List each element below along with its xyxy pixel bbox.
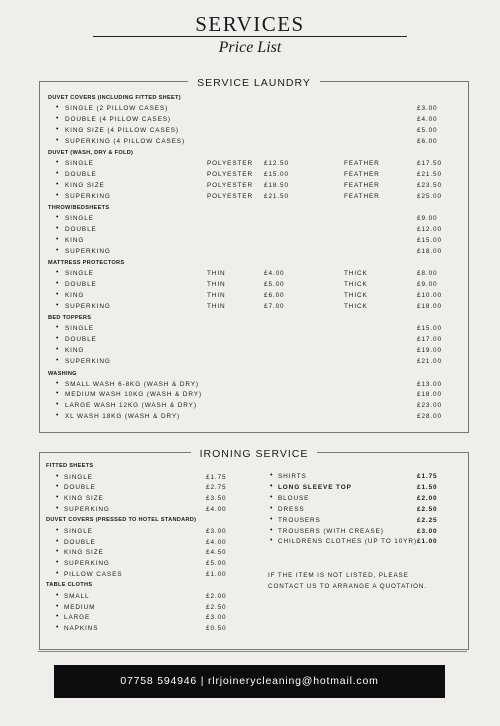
price-row (40, 484, 240, 495)
bullet-icon: • (56, 191, 60, 199)
bullet-icon: • (270, 526, 274, 534)
item-label: SMALL (64, 592, 90, 600)
bullet-icon: • (56, 125, 60, 133)
bullet-icon: • (56, 335, 60, 343)
item-label: SINGLE (65, 160, 94, 168)
item-price: £3.00 (417, 527, 438, 535)
price-row (40, 171, 468, 182)
item-price: £4.50 (206, 549, 227, 557)
bullet-icon: • (56, 472, 60, 480)
type-label: THICK (344, 270, 368, 278)
bullet-icon: • (56, 180, 60, 188)
item-label: DOUBLE (64, 484, 96, 492)
item-price: £8.00 (417, 270, 438, 278)
quotation-note: CONTACT US TO ARRANGE A QUOTATION. (268, 583, 428, 590)
price-row (40, 226, 468, 237)
item-price: £21.00 (417, 358, 442, 366)
item-label: DOUBLE (65, 171, 97, 178)
item-price: £9.00 (417, 281, 438, 289)
item-price: £4.00 (206, 506, 227, 514)
category-heading: DUVET COVERS (INCLUDING FITTED SHEET) (48, 95, 181, 101)
bullet-icon: • (56, 346, 60, 354)
price-row (40, 292, 468, 303)
bullet-icon: • (56, 548, 60, 556)
bullet-icon: • (270, 472, 274, 479)
item-price: £3.50 (206, 495, 227, 503)
item-label: DOUBLE (4 PILLOW CASES) (65, 115, 171, 123)
category-heading: THROW/BEDSHEETS (48, 205, 110, 212)
item-price: £3.00 (206, 527, 227, 535)
price-row (268, 495, 466, 506)
bullet-icon: • (56, 379, 60, 387)
price-row (40, 474, 240, 485)
quotation-note: IF THE ITEM IS NOT LISTED, PLEASE (268, 572, 409, 579)
item-label: XL WASH 18KG (WASH & DRY) (65, 413, 181, 421)
item-label: NAPKINS (64, 625, 99, 633)
bullet-icon: • (56, 324, 60, 332)
ironing-title: IRONING SERVICE (191, 448, 318, 460)
bullet-icon: • (56, 302, 60, 309)
type-label: POLYESTER (207, 181, 253, 189)
item-label: SINGLE (65, 215, 94, 223)
type-label: POLYESTER (207, 171, 253, 178)
item-price: £5.00 (206, 560, 227, 568)
bullet-icon: • (56, 280, 60, 288)
price-row (40, 495, 240, 506)
item-price: £2.50 (206, 603, 227, 611)
item-price: £21.50 (417, 171, 442, 178)
bullet-icon: • (56, 526, 60, 534)
category-heading: DUVET COVERS (PRESSED TO HOTEL STANDARD) (46, 517, 197, 524)
price-row (40, 325, 468, 336)
item-price: £17.00 (417, 336, 442, 344)
item-price: £25.00 (417, 192, 442, 200)
type-label: POLYESTER (207, 160, 253, 168)
item-label: SUPERKING (65, 247, 111, 255)
price-row (40, 160, 468, 171)
bullet-icon: • (56, 505, 60, 513)
item-price: £5.00 (417, 126, 438, 134)
type-price: £21.50 (264, 192, 289, 200)
item-price: £1.00 (417, 538, 438, 546)
type-label: THICK (344, 292, 368, 300)
type-price: £15.00 (264, 171, 289, 178)
item-label: PILLOW CASES (64, 571, 123, 579)
type-label: THIN (207, 292, 226, 300)
category-heading: TABLE CLOTHS (46, 582, 93, 589)
price-row (40, 237, 468, 248)
type-price: £12.50 (264, 160, 289, 168)
category-heading: FITTED SHEETS (46, 463, 94, 469)
price-row (40, 336, 468, 347)
item-price: £4.00 (206, 538, 227, 546)
bullet-icon: • (56, 114, 60, 122)
item-label: KING SIZE (64, 495, 104, 503)
item-label: SINGLE (65, 270, 94, 278)
item-price: £12.00 (417, 226, 442, 234)
price-row (40, 182, 468, 193)
item-price: £18.00 (417, 391, 442, 399)
bullet-icon: • (56, 483, 60, 491)
item-label: SUPERKING (65, 192, 111, 200)
bullet-icon: • (56, 269, 60, 277)
item-label: BLOUSE (278, 494, 310, 502)
ironing-section (39, 448, 469, 650)
item-label: KING SIZE (65, 181, 105, 189)
item-label: KING SIZE (4 PILLOW CASES) (65, 126, 179, 134)
bullet-icon: • (270, 493, 274, 501)
item-price: £1.75 (417, 473, 438, 480)
item-price: £1.75 (206, 473, 227, 481)
price-row (40, 138, 468, 149)
bullet-icon: • (56, 559, 60, 567)
footer-divider (38, 651, 467, 652)
item-label: SUPERKING (65, 358, 111, 366)
item-label: MEDIUM (64, 603, 96, 611)
price-row (40, 127, 468, 138)
item-label: TROUSERS (278, 516, 321, 524)
price-row (40, 402, 468, 413)
page-subtitle: Price List (218, 39, 282, 56)
price-row (268, 506, 466, 517)
price-row (40, 193, 468, 204)
item-label: KING (65, 237, 85, 244)
item-price: £2.00 (417, 494, 438, 502)
laundry-section (39, 77, 469, 433)
item-label: KING (65, 292, 85, 300)
bullet-icon: • (56, 591, 60, 599)
item-price: £1.00 (206, 571, 227, 579)
item-price: £6.00 (417, 137, 438, 145)
item-price: £2.75 (206, 484, 227, 492)
price-row (40, 549, 240, 560)
bullet-icon: • (56, 390, 60, 398)
price-row (40, 303, 468, 314)
type-label: THIN (207, 281, 226, 289)
bullet-icon: • (56, 412, 60, 420)
item-price: £1.50 (417, 483, 438, 491)
item-price: £0.50 (206, 625, 227, 633)
bullet-icon: • (56, 602, 60, 610)
price-row (268, 484, 466, 495)
bullet-icon: • (270, 504, 274, 512)
item-price: £18.00 (417, 247, 442, 255)
item-price: £3.00 (417, 105, 438, 112)
item-label: SHIRTS (278, 473, 307, 480)
price-row (40, 270, 468, 281)
item-label: KING (65, 347, 85, 355)
item-price: £28.00 (417, 413, 442, 421)
bullet-icon: • (56, 291, 60, 299)
category-heading: MATTRESS PROTECTORS (48, 260, 125, 267)
type-label: THIN (207, 270, 226, 278)
item-label: LONG SLEEVE TOP (278, 483, 352, 491)
price-row (40, 560, 240, 571)
bullet-icon: • (56, 214, 60, 222)
item-price: £13.00 (417, 380, 442, 388)
price-row (40, 528, 240, 539)
price-row (40, 116, 468, 127)
title-divider (93, 36, 407, 37)
item-label: DOUBLE (65, 336, 97, 344)
price-row (268, 517, 466, 528)
item-label: SINGLE (64, 473, 93, 481)
price-row (40, 604, 240, 615)
price-row (40, 571, 240, 582)
price-row (268, 473, 466, 484)
item-label: CHILDRENS CLOTHES (UP TO 10YR) (278, 538, 417, 546)
price-row (40, 248, 468, 259)
price-row (40, 347, 468, 358)
bullet-icon: • (270, 482, 274, 490)
item-label: LARGE (64, 614, 91, 622)
type-label: THICK (344, 281, 368, 289)
bullet-icon: • (56, 225, 60, 233)
price-row (40, 413, 468, 424)
item-price: £2.25 (417, 516, 438, 524)
item-label: TROUSERS (WITH CREASE) (278, 527, 384, 535)
bullet-icon: • (56, 236, 60, 243)
bullet-icon: • (270, 515, 274, 523)
bullet-icon: • (56, 537, 60, 545)
laundry-title: SERVICE LAUNDRY (188, 77, 320, 89)
bullet-icon: • (56, 104, 60, 111)
bullet-icon: • (270, 537, 274, 545)
item-price: £23.50 (417, 181, 442, 189)
price-row (40, 614, 240, 625)
type-label: THIN (207, 303, 226, 310)
item-label: SUPERKING (4 PILLOW CASES) (65, 137, 185, 145)
bullet-icon: • (56, 401, 60, 409)
item-label: KING SIZE (64, 549, 104, 557)
bullet-icon: • (56, 246, 60, 254)
bullet-icon: • (56, 613, 60, 621)
item-label: DOUBLE (65, 226, 97, 234)
type-label: FEATHER (344, 181, 380, 189)
page-title: SERVICES (195, 12, 305, 36)
item-label: SINGLE (64, 527, 93, 535)
bullet-icon: • (56, 570, 60, 578)
bullet-icon: • (56, 170, 60, 177)
item-label: DRESS (278, 505, 305, 513)
item-price: £18.00 (417, 303, 442, 310)
item-label: LARGE WASH 12KG (WASH & DRY) (65, 402, 197, 410)
bullet-icon: • (56, 159, 60, 167)
type-price: £4.00 (264, 270, 285, 278)
price-row (40, 593, 240, 604)
price-row (40, 281, 468, 292)
category-heading: DUVET (WASH, DRY & FOLD) (48, 150, 134, 157)
item-label: SUPERKING (64, 560, 110, 568)
price-row (40, 105, 468, 116)
type-price: £5.00 (264, 281, 285, 289)
category-heading: BED TOPPERS (48, 315, 92, 322)
item-label: DOUBLE (64, 538, 96, 546)
item-price: £2.50 (417, 505, 438, 513)
type-label: THICK (344, 303, 368, 310)
type-label: POLYESTER (207, 192, 253, 200)
item-price: £4.00 (417, 115, 438, 123)
item-price: £15.00 (417, 237, 442, 244)
item-label: SMALL WASH 6-8KG (WASH & DRY) (65, 380, 199, 388)
price-row (40, 215, 468, 226)
item-label: SUPERKING (64, 506, 110, 514)
type-label: FEATHER (344, 171, 380, 178)
type-label: FEATHER (344, 160, 380, 168)
item-price: £2.00 (206, 592, 227, 600)
item-label: DOUBLE (65, 281, 97, 289)
bullet-icon: • (56, 624, 60, 632)
item-price: £3.00 (206, 614, 227, 622)
item-label: SUPERKING (65, 303, 111, 310)
bullet-icon: • (56, 357, 60, 365)
item-price: £10.00 (417, 292, 442, 300)
item-price: £17.50 (417, 160, 442, 168)
item-label: SINGLE (65, 325, 94, 333)
contact-bar: 07758 594946 | rlrjoinerycleaning@hotmail.com (54, 665, 445, 698)
type-price: £7.00 (264, 303, 285, 310)
item-label: SINGLE (2 PILLOW CASES) (65, 105, 169, 112)
price-row (40, 381, 468, 392)
price-row (40, 358, 468, 369)
price-row (40, 625, 240, 636)
item-label: MEDIUM WASH 10KG (WASH & DRY) (65, 391, 202, 399)
price-row (40, 539, 240, 550)
item-price: £9.00 (417, 215, 438, 223)
type-price: £18.50 (264, 181, 289, 189)
price-row (40, 506, 240, 517)
bullet-icon: • (56, 136, 60, 144)
item-price: £15.00 (417, 325, 442, 333)
price-row (268, 538, 466, 549)
type-price: £6.00 (264, 292, 285, 300)
category-heading: WASHING (48, 370, 77, 377)
item-price: £19.00 (417, 347, 442, 355)
price-row (268, 528, 466, 539)
price-row (40, 391, 468, 402)
type-label: FEATHER (344, 192, 380, 200)
item-price: £23.00 (417, 402, 442, 410)
bullet-icon: • (56, 494, 60, 502)
